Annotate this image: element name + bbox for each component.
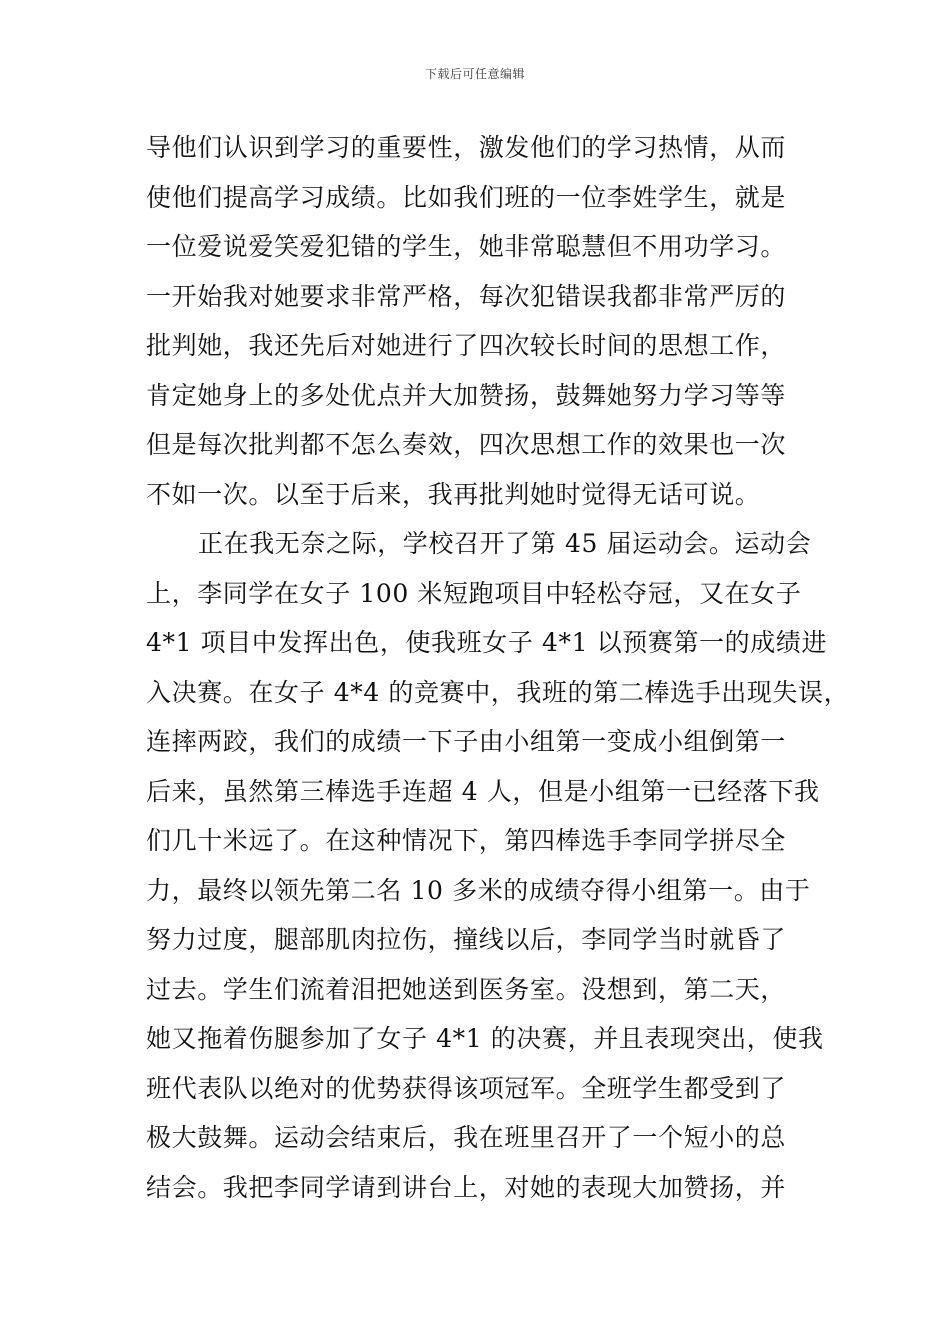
text-line: 她又拖着伤腿参加了女子 4*1 的决赛，并且表现突出，使我 — [146, 1024, 824, 1053]
paragraph-start-line: 正在我无奈之际，学校召开了第 45 届运动会。运动会 — [198, 529, 812, 558]
text-line: 批判她，我还先后对她进行了四次较长时间的思想工作， — [146, 331, 787, 360]
text-line: 一开始我对她要求非常严格，每次犯错误我都非常严厉的 — [146, 281, 787, 311]
text-line: 入决赛。在女子 4*4 的竞赛中，我班的第二棒选手出现失误， — [146, 677, 850, 707]
text-line: 不如一次。以至于后来，我再批判她时觉得无话可说。 — [146, 479, 761, 509]
text-line: 过去。学生们流着泪把她送到医务室。没想到，第二天， — [146, 974, 787, 1004]
text-line: 上，李同学在女子 100 米短跑项目中轻松夺冠，又在女子 — [146, 578, 802, 608]
text-line: 班代表队以绝对的优势获得该项冠军。全班学生都受到了 — [146, 1073, 787, 1103]
text-line: 后来，虽然第三棒选手连超 4 人，但是小组第一已经落下我 — [146, 776, 820, 806]
document-body — [146, 128, 850, 1217]
text-line: 们几十米远了。在这种情况下，第四棒选手李同学拼尽全 — [146, 826, 787, 855]
page-header: 下载后可任意编辑 — [424, 67, 525, 81]
text-line: 肯定她身上的多处优点并大加赞扬，鼓舞她努力学习等等 — [146, 380, 787, 410]
text-line: 结会。我把李同学请到讲台上，对她的表现大加赞扬，并 — [146, 1172, 787, 1202]
text-line: 使他们提高学习成绩。比如我们班的一位李姓学生，就是 — [146, 182, 787, 212]
text-line: 极大鼓舞。运动会结束后，我在班里召开了一个短小的总 — [146, 1123, 787, 1152]
text-line: 连摔两跤，我们的成绩一下子由小组第一变成小组倒第一 — [146, 727, 787, 756]
text-line: 4*1 项目中发挥出色，使我班女子 4*1 以预赛第一的成绩进 — [146, 628, 828, 657]
text-line: 导他们认识到学习的重要性，激发他们的学习热情，从而 — [146, 133, 787, 162]
text-line: 努力过度，腿部肌肉拉伤，撞线以后，李同学当时就昏了 — [146, 925, 787, 954]
text-line: 一位爱说爱笑爱犯错的学生，她非常聪慧但不用功学习。 — [146, 232, 787, 261]
text-line: 力，最终以领先第二名 10 多米的成绩夺得小组第一。由于 — [146, 875, 811, 905]
text-line: 但是每次批判都不怎么奏效，四次思想工作的效果也一次 — [146, 430, 787, 459]
